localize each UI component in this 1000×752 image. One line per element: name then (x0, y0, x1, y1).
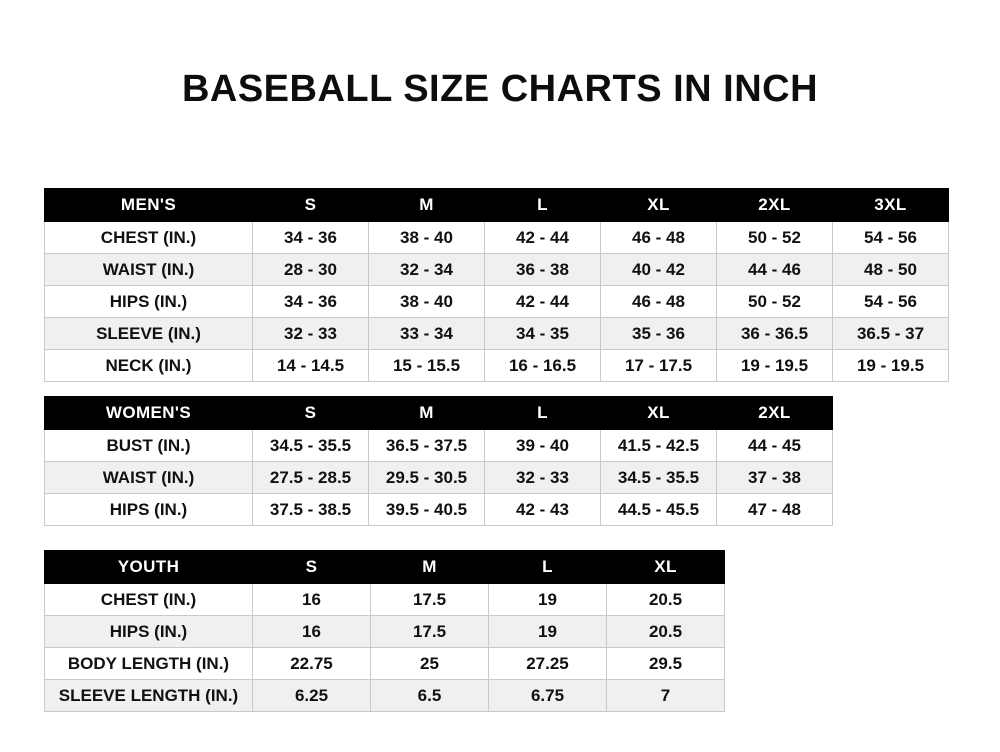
row-label: HIPS (IN.) (45, 286, 253, 318)
column-header: 2XL (717, 189, 833, 222)
table-cell: 54 - 56 (833, 222, 949, 254)
row-label: CHEST (IN.) (45, 584, 253, 616)
table-cell: 42 - 44 (485, 222, 601, 254)
table-cell: 44 - 45 (717, 430, 833, 462)
table-cell: 15 - 15.5 (369, 350, 485, 382)
table-cell: 25 (371, 648, 489, 680)
table-cell: 17.5 (371, 584, 489, 616)
row-label: SLEEVE LENGTH (IN.) (45, 680, 253, 712)
column-header: M (371, 551, 489, 584)
table-cell: 34.5 - 35.5 (253, 430, 369, 462)
table-cell: 36 - 38 (485, 254, 601, 286)
page-title: BASEBALL SIZE CHARTS IN INCH (181, 68, 819, 110)
column-header: MEN'S (45, 189, 253, 222)
table-cell: 17.5 (371, 616, 489, 648)
table-row (45, 254, 949, 286)
column-header: 2XL (717, 397, 833, 430)
table-cell: 46 - 48 (601, 286, 717, 318)
table-row (45, 350, 949, 382)
table-header-row (45, 397, 833, 430)
table-cell: 37 - 38 (717, 462, 833, 494)
table-cell: 19 - 19.5 (833, 350, 949, 382)
column-header: S (253, 189, 369, 222)
table-cell: 6.25 (253, 680, 371, 712)
row-label: WAIST (IN.) (45, 462, 253, 494)
table-cell: 16 (253, 584, 371, 616)
table-cell: 32 - 33 (253, 318, 369, 350)
table-cell: 47 - 48 (717, 494, 833, 526)
row-label: BODY LENGTH (IN.) (45, 648, 253, 680)
table-cell: 44 - 46 (717, 254, 833, 286)
table-cell: 28 - 30 (253, 254, 369, 286)
row-label: HIPS (IN.) (45, 494, 253, 526)
table-cell: 39 - 40 (485, 430, 601, 462)
table-header-row (45, 189, 949, 222)
column-header: YOUTH (45, 551, 253, 584)
column-header: L (485, 397, 601, 430)
column-header: M (369, 397, 485, 430)
table-cell: 33 - 34 (369, 318, 485, 350)
table-cell: 6.75 (489, 680, 607, 712)
womens-size-table (44, 396, 833, 526)
column-header: L (485, 189, 601, 222)
table-cell: 50 - 52 (717, 222, 833, 254)
table-cell: 29.5 - 30.5 (369, 462, 485, 494)
table-cell: 42 - 44 (485, 286, 601, 318)
table-cell: 16 - 16.5 (485, 350, 601, 382)
mens-size-table (44, 188, 949, 382)
table-cell: 42 - 43 (485, 494, 601, 526)
table-cell: 38 - 40 (369, 222, 485, 254)
table-row (45, 318, 949, 350)
column-header: L (489, 551, 607, 584)
column-header: S (253, 397, 369, 430)
table-cell: 37.5 - 38.5 (253, 494, 369, 526)
column-header: S (253, 551, 371, 584)
column-header: 3XL (833, 189, 949, 222)
table-cell: 36 - 36.5 (717, 318, 833, 350)
table-row (45, 680, 725, 712)
table-cell: 20.5 (607, 584, 725, 616)
table-cell: 16 (253, 616, 371, 648)
table-cell: 54 - 56 (833, 286, 949, 318)
table-cell: 29.5 (607, 648, 725, 680)
table-cell: 22.75 (253, 648, 371, 680)
table-row (45, 494, 833, 526)
row-label: HIPS (IN.) (45, 616, 253, 648)
table-cell: 48 - 50 (833, 254, 949, 286)
row-label: WAIST (IN.) (45, 254, 253, 286)
table-cell: 36.5 - 37.5 (369, 430, 485, 462)
table-cell: 32 - 34 (369, 254, 485, 286)
row-label: SLEEVE (IN.) (45, 318, 253, 350)
row-label: NECK (IN.) (45, 350, 253, 382)
table-row (45, 286, 949, 318)
column-header: WOMEN'S (45, 397, 253, 430)
table-cell: 46 - 48 (601, 222, 717, 254)
table-cell: 14 - 14.5 (253, 350, 369, 382)
table-cell: 35 - 36 (601, 318, 717, 350)
table-row (45, 584, 725, 616)
column-header: XL (601, 189, 717, 222)
table-cell: 36.5 - 37 (833, 318, 949, 350)
table-cell: 44.5 - 45.5 (601, 494, 717, 526)
row-label: BUST (IN.) (45, 430, 253, 462)
table-cell: 50 - 52 (717, 286, 833, 318)
table-cell: 7 (607, 680, 725, 712)
column-header: XL (601, 397, 717, 430)
table-row (45, 616, 725, 648)
table-cell: 19 (489, 584, 607, 616)
table-cell: 41.5 - 42.5 (601, 430, 717, 462)
column-header: XL (607, 551, 725, 584)
table-cell: 27.5 - 28.5 (253, 462, 369, 494)
column-header: M (369, 189, 485, 222)
table-cell: 32 - 33 (485, 462, 601, 494)
table-cell: 38 - 40 (369, 286, 485, 318)
table-row (45, 430, 833, 462)
table-cell: 20.5 (607, 616, 725, 648)
youth-size-table (44, 550, 725, 712)
table-cell: 39.5 - 40.5 (369, 494, 485, 526)
table-cell: 34 - 36 (253, 222, 369, 254)
table-cell: 40 - 42 (601, 254, 717, 286)
table-cell: 34 - 36 (253, 286, 369, 318)
table-cell: 34 - 35 (485, 318, 601, 350)
table-row (45, 462, 833, 494)
table-cell: 6.5 (371, 680, 489, 712)
table-cell: 19 (489, 616, 607, 648)
table-cell: 17 - 17.5 (601, 350, 717, 382)
table-cell: 19 - 19.5 (717, 350, 833, 382)
table-header-row (45, 551, 725, 584)
table-row (45, 648, 725, 680)
row-label: CHEST (IN.) (45, 222, 253, 254)
table-cell: 34.5 - 35.5 (601, 462, 717, 494)
table-row (45, 222, 949, 254)
table-cell: 27.25 (489, 648, 607, 680)
